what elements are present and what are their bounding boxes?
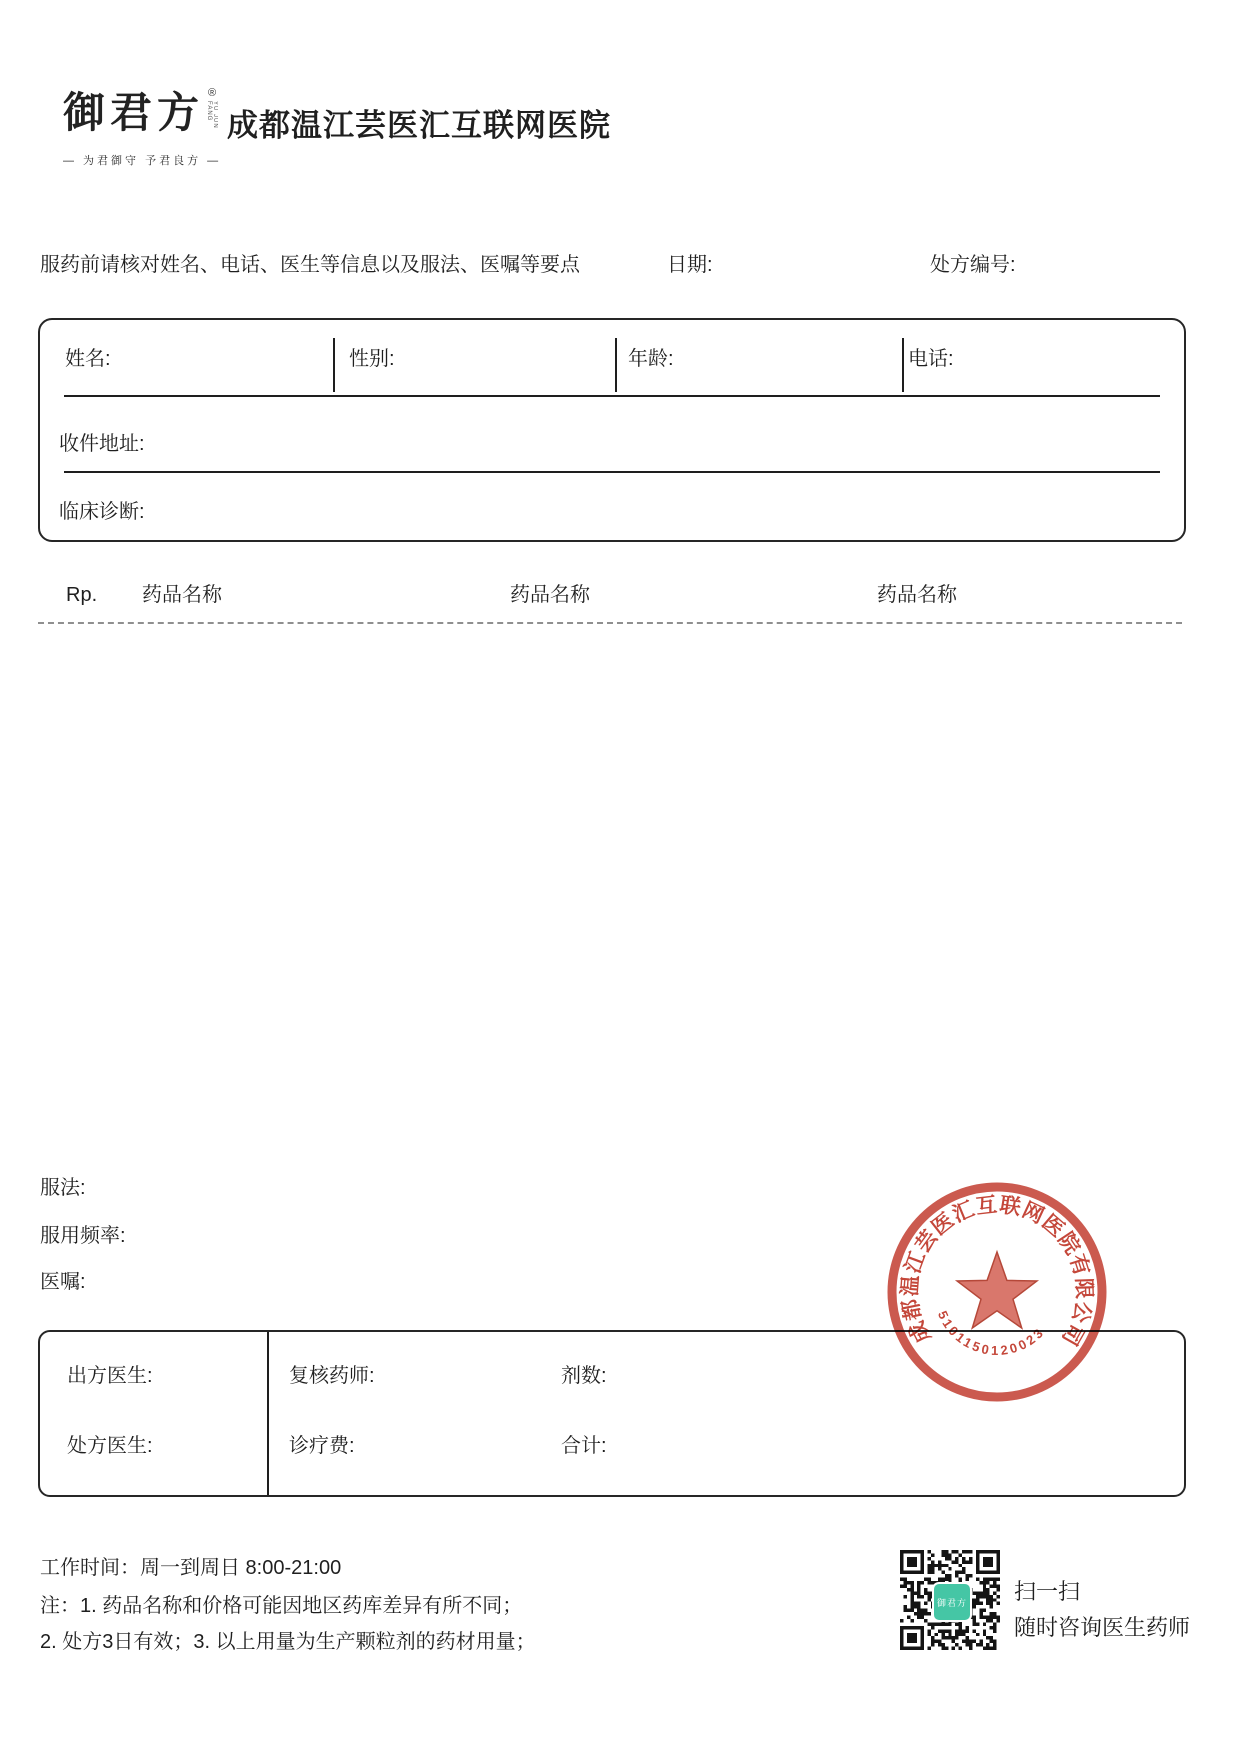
column-divider [615,338,617,392]
patient-name-label: 姓名: [65,348,111,370]
scan-title: 扫一扫 [1014,1579,1081,1604]
date-label: 日期: [667,254,713,276]
patient-info-box [38,318,1186,542]
work-hours: 工作时间：周一到周日 8:00-21:00 [40,1557,342,1579]
issuing-doctor-label: 出方医生: [67,1365,153,1387]
registered-trademark-icon: ® [207,87,217,99]
patient-phone-label: 电话: [908,348,954,370]
drug-name-column-1: 药品名称 [142,584,222,606]
total-label: 合计: [561,1435,607,1457]
column-divider [333,338,335,392]
patient-gender-label: 性别: [349,348,395,370]
hospital-official-seal [884,1179,1110,1405]
column-divider [267,1332,269,1495]
qr-center-logo: 御君方 [932,1582,972,1622]
note-line-2: 2. 处方3日有效；3. 以上用量为生产颗粒剂的药材用量； [40,1631,536,1653]
seal-star [957,1252,1037,1328]
brand-tagline: — 为君御守 予君良方 — [63,155,222,167]
prescribing-doctor-label: 处方医生: [67,1435,153,1457]
rx-number-label: 处方编号: [930,254,1016,276]
patient-age-label: 年龄: [628,348,674,370]
shipping-address-label: 收件地址: [59,433,145,455]
pre-use-notice: 服药前请核对姓名、电话、医生等信息以及服法、医嘱等要点 [40,254,580,276]
column-divider [902,338,904,392]
drug-name-column-2: 药品名称 [510,584,590,606]
doctor-advice-label: 医嘱: [40,1271,86,1293]
svg-text:5101150120023 [935,1309,1048,1358]
usage-frequency-label: 服用频率: [40,1225,126,1247]
scan-subtitle: 随时咨询医生药师 [1014,1615,1191,1640]
rp-label: Rp. [66,584,98,606]
seal-ring-text: 成都温江芸医汇互联网医院有限公司 [896,1191,1098,1351]
consultation-fee-label: 诊疗费: [289,1435,355,1457]
rx-separator-dashed-line [38,622,1182,624]
hospital-name: 成都温江芸医汇互联网医院 [227,108,611,143]
seal-serial-number: 5101150120023 [934,1308,1048,1359]
usage-method-label: 服法: [40,1177,86,1199]
dose-count-label: 剂数: [561,1365,607,1387]
review-pharmacist-label: 复核药师: [289,1365,375,1387]
brand-logo [63,87,222,168]
brand-logo-pinyin: YU JUN FANG [206,101,219,129]
row-divider [64,395,1160,397]
note-line-1: 注：1. 药品名称和价格可能因地区药库差异有所不同； [40,1595,523,1617]
brand-logo-text: 御君方 [63,88,205,137]
row-divider [64,471,1160,473]
drug-name-column-3: 药品名称 [877,584,957,606]
clinical-diagnosis-label: 临床诊断: [59,501,145,523]
